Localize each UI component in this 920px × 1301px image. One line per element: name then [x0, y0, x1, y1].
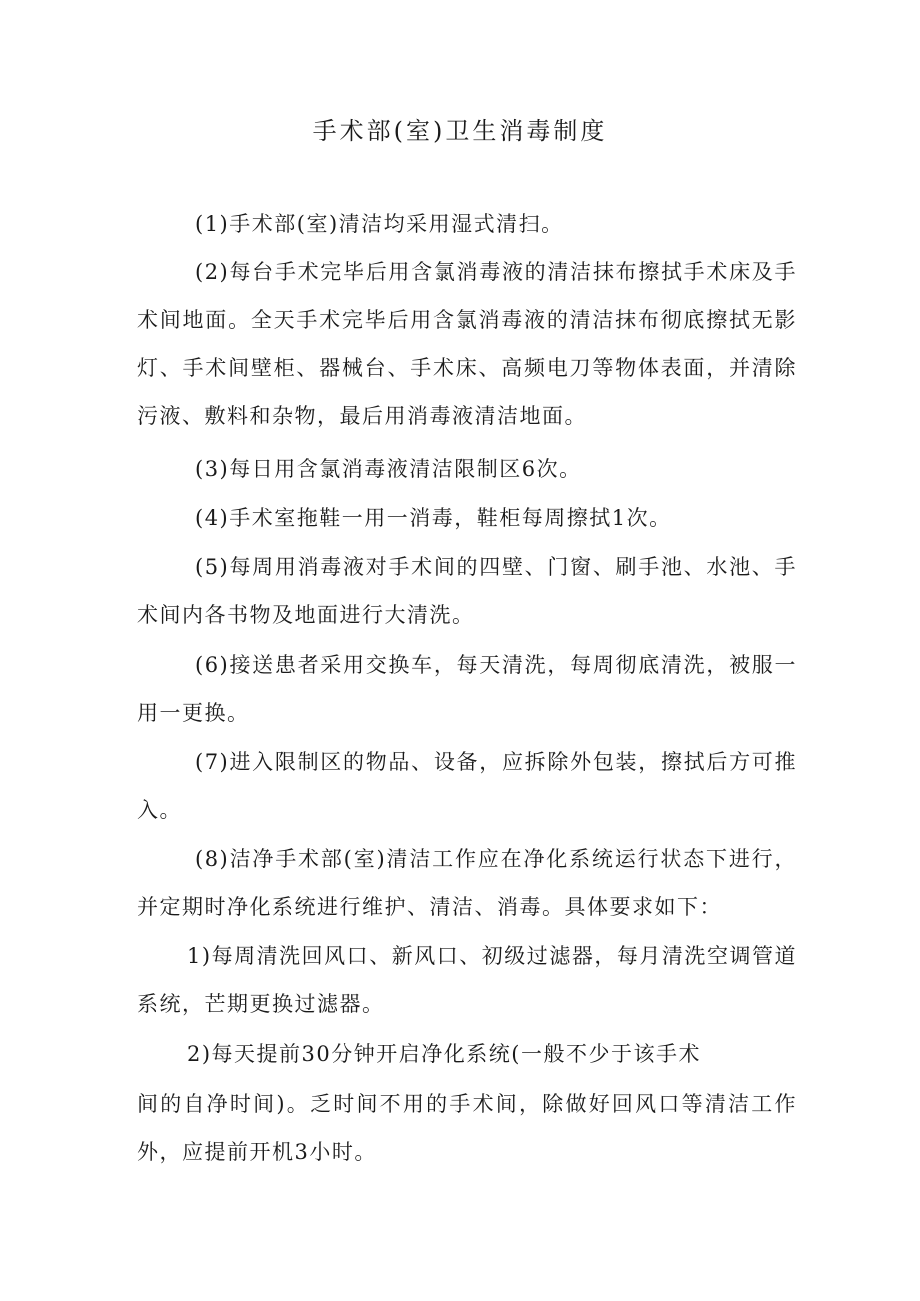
paragraph-1: (1)手术部(室)清洁均采用湿式清扫。 — [195, 212, 564, 236]
document-title: 手术部(室)卫生消毒制度 — [312, 117, 608, 145]
paragraph-3: (3)每日用含氯消毒液清洁限制区6次。 — [195, 457, 582, 481]
paragraph-10-line-2: 间的自净时间)。乏时间不用的手术间，除做好回风口等清洁工作外，应提前开机3小时。 — [137, 1092, 797, 1164]
paragraph-6: (6)接送患者采用交换车，每天清洗，每周彻底清洗，被服一用一更换。 — [137, 653, 797, 725]
paragraph-2: (2)每台手术完毕后用含氯消毒液的清洁抹布擦拭手术床及手术间地面。全天手术完毕后用含氯消毒液的清洁抹布彻底擦拭无影灯、手术间壁柜、器械台、手术床、高频电刀等物体表面，并清除污液、敷料和杂物，最后用消毒液清洁地面。 — [137, 260, 797, 428]
paragraph-10-line-1: 2)每天提前30分钟开启净化系统(一般不少于该手术 — [187, 1042, 701, 1066]
paragraph-8: (8)洁净手术部(室)清洁工作应在净化系统运行状态下进行，并定期时净化系统进行维护、清洁、消毒。具体要求如下： — [137, 847, 797, 919]
paragraph-5: (5)每周用消毒液对手术间的四壁、门窗、刷手池、水池、手术间内各书物及地面进行大清洗。 — [137, 555, 797, 627]
paragraph-4: (4)手术室拖鞋一用一消毒，鞋柜每周擦拭1次。 — [195, 506, 672, 530]
paragraph-7: (7)进入限制区的物品、设备，应拆除外包装，擦拭后方可推入。 — [137, 750, 797, 822]
paragraph-9: 1)每周清洗回风口、新风口、初级过滤器，每月清洗空调管道系统，芒期更换过滤器。 — [137, 944, 797, 1016]
